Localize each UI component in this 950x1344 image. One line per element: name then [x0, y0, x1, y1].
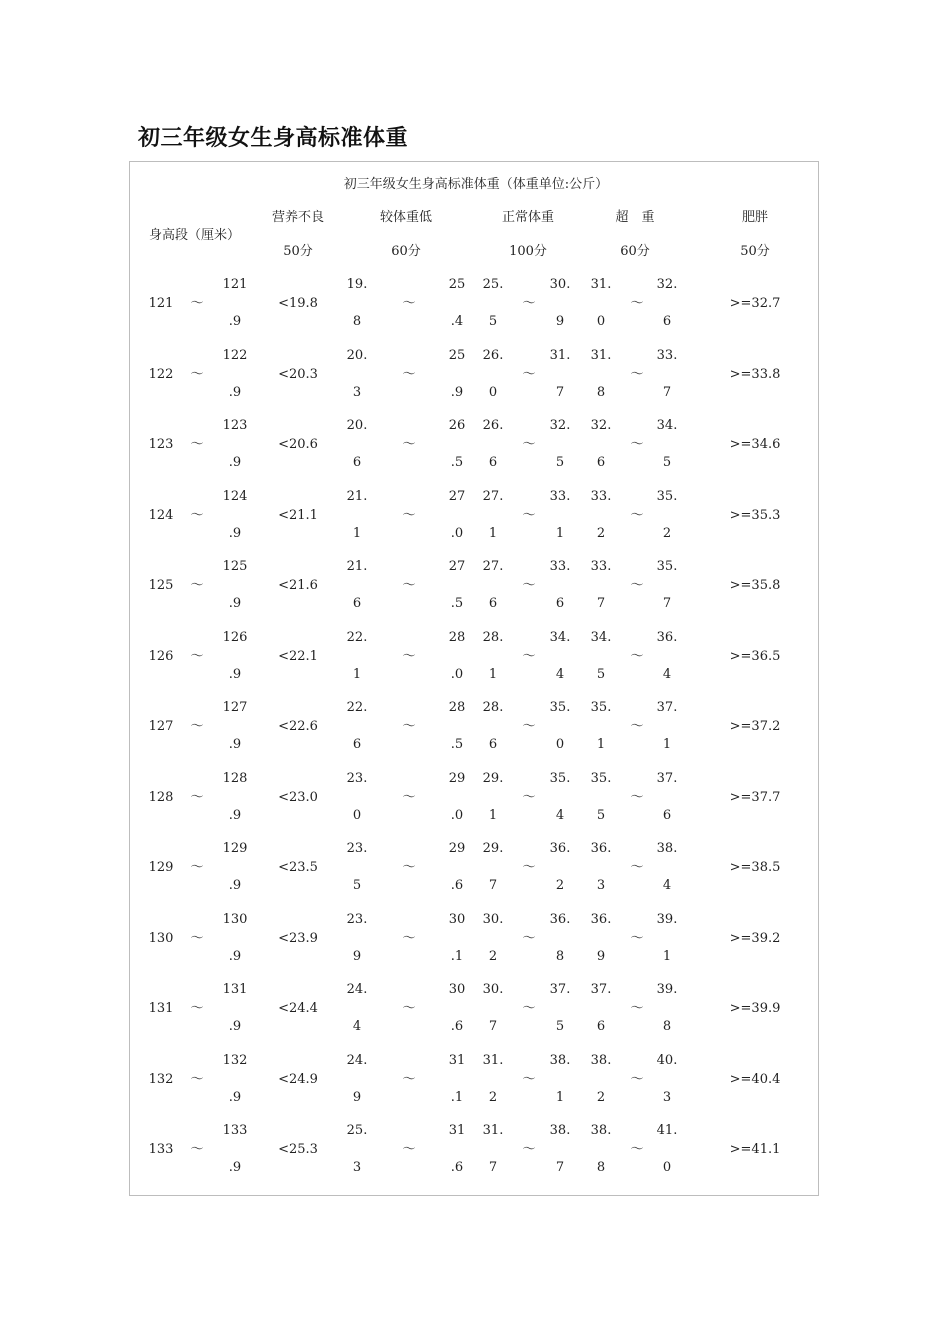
- obese-value: >=37.7: [729, 789, 781, 805]
- overweight-to-decimal: 1: [662, 948, 672, 964]
- malnutrition-value: <20.6: [278, 437, 318, 452]
- overweight-to-decimal: 4: [662, 666, 672, 682]
- range-tilde: ～: [522, 578, 536, 593]
- overweight-from-decimal: 3: [596, 878, 606, 893]
- low-weight-from-decimal: 5: [352, 878, 362, 893]
- overweight-from: 31.: [590, 347, 612, 363]
- overweight-from-decimal: 6: [596, 455, 606, 470]
- range-tilde: ～: [630, 789, 644, 805]
- normal-weight-from-decimal: 0: [488, 384, 498, 400]
- range-tilde: ～: [630, 860, 644, 875]
- column-header-label: 营养不良: [271, 210, 325, 225]
- normal-weight-to: 37.: [549, 982, 571, 997]
- low-weight-from: 21.: [346, 559, 368, 574]
- normal-weight-to-decimal: 0: [555, 737, 565, 752]
- obese-value: >=37.2: [729, 719, 781, 734]
- low-weight-from: 21.: [346, 488, 368, 504]
- overweight-from: 38.: [590, 1052, 612, 1068]
- height-to-decimal: .9: [228, 314, 242, 329]
- low-weight-to: 30: [448, 911, 466, 927]
- low-weight-to-decimal: .0: [450, 525, 464, 541]
- normal-weight-from-decimal: 7: [488, 878, 498, 893]
- height-to: 125: [222, 559, 248, 574]
- normal-weight-to-decimal: 5: [555, 1019, 565, 1034]
- height-to-decimal: .9: [228, 455, 242, 470]
- normal-weight-from: 31.: [482, 1052, 504, 1068]
- range-tilde: ～: [402, 578, 416, 593]
- low-weight-to: 27: [448, 488, 466, 504]
- low-weight-from: 23.: [346, 770, 368, 786]
- range-tilde: ～: [522, 437, 536, 452]
- low-weight-from: 22.: [346, 629, 368, 645]
- normal-weight-to: 34.: [549, 629, 571, 645]
- low-weight-from: 20.: [346, 418, 368, 433]
- overweight-to-decimal: 6: [662, 314, 672, 329]
- column-header-score: 60分: [391, 244, 421, 259]
- overweight-from: 37.: [590, 982, 612, 997]
- low-weight-to-decimal: .4: [450, 314, 464, 329]
- normal-weight-from: 26.: [482, 347, 504, 363]
- height-from: 122: [148, 366, 174, 382]
- range-tilde: ～: [522, 860, 536, 875]
- overweight-to: 38.: [656, 841, 678, 856]
- column-header-label: 肥胖: [741, 210, 769, 225]
- normal-weight-to: 33.: [549, 559, 571, 574]
- height-to-decimal: .9: [228, 384, 242, 400]
- low-weight-to: 29: [448, 770, 466, 786]
- obese-value: >=39.9: [729, 1001, 781, 1016]
- obese-value: >=34.6: [729, 437, 781, 452]
- overweight-to-decimal: 6: [662, 807, 672, 823]
- height-to-decimal: .9: [228, 1160, 242, 1175]
- overweight-from: 36.: [590, 911, 612, 927]
- range-tilde: ～: [522, 366, 536, 382]
- normal-weight-from: 27.: [482, 559, 504, 574]
- low-weight-to-decimal: .1: [450, 948, 464, 964]
- normal-weight-to-decimal: 2: [555, 878, 565, 893]
- height-from: 124: [148, 507, 174, 523]
- low-weight-to: 31: [448, 1052, 466, 1068]
- range-tilde: ～: [630, 1142, 644, 1157]
- range-tilde: ～: [190, 437, 204, 452]
- low-weight-from-decimal: 9: [352, 948, 362, 964]
- table-caption: 初三年级女生身高标准体重（体重单位:公斤）: [343, 177, 609, 192]
- low-weight-to-decimal: .5: [450, 737, 464, 752]
- height-column-header: 身高段（厘米）: [149, 228, 241, 243]
- overweight-from-decimal: 9: [596, 948, 606, 964]
- range-tilde: ～: [630, 296, 644, 311]
- overweight-from: 36.: [590, 841, 612, 856]
- overweight-from-decimal: 6: [596, 1019, 606, 1034]
- overweight-to-decimal: 3: [662, 1089, 672, 1105]
- low-weight-from-decimal: 6: [352, 596, 362, 611]
- height-to-decimal: .9: [228, 1089, 242, 1105]
- malnutrition-value: <23.9: [278, 930, 318, 946]
- normal-weight-to: 30.: [549, 277, 571, 292]
- normal-weight-to-decimal: 1: [555, 1089, 565, 1105]
- range-tilde: ～: [190, 296, 204, 311]
- low-weight-from-decimal: 4: [352, 1019, 362, 1034]
- range-tilde: ～: [402, 648, 416, 664]
- height-to: 129: [222, 841, 248, 856]
- low-weight-from: 22.: [346, 700, 368, 715]
- low-weight-to-decimal: .0: [450, 807, 464, 823]
- height-to: 122: [222, 347, 248, 363]
- malnutrition-value: <22.6: [278, 719, 318, 734]
- normal-weight-from-decimal: 7: [488, 1160, 498, 1175]
- malnutrition-value: <24.9: [278, 1071, 318, 1087]
- height-from: 121: [148, 296, 174, 311]
- range-tilde: ～: [630, 366, 644, 382]
- normal-weight-from-decimal: 1: [488, 525, 498, 541]
- range-tilde: ～: [402, 1001, 416, 1016]
- column-header-score: 100分: [509, 244, 547, 259]
- normal-weight-to: 32.: [549, 418, 571, 433]
- overweight-to: 35.: [656, 559, 678, 574]
- overweight-to-decimal: 8: [662, 1019, 672, 1034]
- normal-weight-to-decimal: 6: [555, 596, 565, 611]
- low-weight-to: 25: [448, 277, 466, 292]
- height-from: 128: [148, 789, 174, 805]
- low-weight-from: 23.: [346, 911, 368, 927]
- height-to-decimal: .9: [228, 666, 242, 682]
- range-tilde: ～: [402, 719, 416, 734]
- low-weight-to: 30: [448, 982, 466, 997]
- range-tilde: ～: [190, 648, 204, 664]
- overweight-to-decimal: 5: [662, 455, 672, 470]
- range-tilde: ～: [402, 789, 416, 805]
- obese-value: >=36.5: [729, 648, 781, 664]
- normal-weight-to-decimal: 7: [555, 1160, 565, 1175]
- overweight-from: 34.: [590, 629, 612, 645]
- height-to-decimal: .9: [228, 737, 242, 752]
- overweight-to: 39.: [656, 982, 678, 997]
- normal-weight-to-decimal: 9: [555, 314, 565, 329]
- normal-weight-from: 30.: [482, 911, 504, 927]
- range-tilde: ～: [522, 789, 536, 805]
- low-weight-from: 24.: [346, 1052, 368, 1068]
- normal-weight-from: 29.: [482, 841, 504, 856]
- low-weight-to-decimal: .5: [450, 596, 464, 611]
- overweight-to: 40.: [656, 1052, 678, 1068]
- normal-weight-to-decimal: 4: [555, 807, 565, 823]
- low-weight-to: 27: [448, 559, 466, 574]
- range-tilde: ～: [402, 930, 416, 946]
- low-weight-from-decimal: 0: [352, 807, 362, 823]
- overweight-to: 41.: [656, 1123, 678, 1138]
- normal-weight-from-decimal: 1: [488, 666, 498, 682]
- normal-weight-from: 30.: [482, 982, 504, 997]
- column-header-score: 50分: [740, 244, 770, 259]
- column-header-score: 50分: [283, 244, 313, 259]
- overweight-from-decimal: 0: [596, 314, 606, 329]
- low-weight-from: 19.: [346, 277, 368, 292]
- overweight-from: 33.: [590, 488, 612, 504]
- range-tilde: ～: [190, 789, 204, 805]
- overweight-to: 35.: [656, 488, 678, 504]
- obese-value: >=40.4: [729, 1071, 781, 1087]
- overweight-from: 32.: [590, 418, 612, 433]
- obese-value: >=38.5: [729, 860, 781, 875]
- overweight-to: 34.: [656, 418, 678, 433]
- normal-weight-to: 33.: [549, 488, 571, 504]
- obese-value: >=35.3: [729, 507, 781, 523]
- low-weight-from: 25.: [346, 1123, 368, 1138]
- overweight-from: 35.: [590, 770, 612, 786]
- height-from: 126: [148, 648, 174, 664]
- low-weight-to-decimal: .6: [450, 1160, 464, 1175]
- height-to: 131: [222, 982, 248, 997]
- height-from: 125: [148, 578, 174, 593]
- normal-weight-to: 36.: [549, 841, 571, 856]
- normal-weight-to: 38.: [549, 1052, 571, 1068]
- normal-weight-from-decimal: 1: [488, 807, 498, 823]
- normal-weight-from-decimal: 7: [488, 1019, 498, 1034]
- normal-weight-to: 35.: [549, 700, 571, 715]
- overweight-from: 38.: [590, 1123, 612, 1138]
- overweight-to-decimal: 7: [662, 596, 672, 611]
- normal-weight-from: 29.: [482, 770, 504, 786]
- range-tilde: ～: [402, 437, 416, 452]
- low-weight-from-decimal: 8: [352, 314, 362, 329]
- range-tilde: ～: [402, 1071, 416, 1087]
- overweight-from: 33.: [590, 559, 612, 574]
- normal-weight-from-decimal: 6: [488, 596, 498, 611]
- page-heading: 初三年级女生身高标准体重: [138, 126, 409, 151]
- height-to: 126: [222, 629, 248, 645]
- range-tilde: ～: [190, 719, 204, 734]
- range-tilde: ～: [190, 1001, 204, 1016]
- height-to: 130: [222, 911, 248, 927]
- malnutrition-value: <22.1: [278, 648, 318, 664]
- range-tilde: ～: [522, 507, 536, 523]
- height-from: 131: [148, 1001, 174, 1016]
- low-weight-from-decimal: 3: [352, 1160, 362, 1175]
- overweight-from-decimal: 7: [596, 596, 606, 611]
- normal-weight-to: 36.: [549, 911, 571, 927]
- overweight-to: 37.: [656, 700, 678, 715]
- normal-weight-from: 31.: [482, 1123, 504, 1138]
- range-tilde: ～: [522, 1001, 536, 1016]
- malnutrition-value: <19.8: [278, 296, 318, 311]
- low-weight-from-decimal: 6: [352, 455, 362, 470]
- low-weight-to: 26: [448, 418, 466, 433]
- height-to-decimal: .9: [228, 948, 242, 964]
- range-tilde: ～: [402, 507, 416, 523]
- range-tilde: ～: [190, 1142, 204, 1157]
- overweight-from-decimal: 8: [596, 1160, 606, 1175]
- normal-weight-to-decimal: 5: [555, 455, 565, 470]
- height-to: 124: [222, 488, 248, 504]
- low-weight-to-decimal: .6: [450, 1019, 464, 1034]
- overweight-from: 35.: [590, 700, 612, 715]
- column-header-label: 正常体重: [501, 210, 555, 225]
- range-tilde: ～: [630, 1001, 644, 1016]
- normal-weight-from: 25.: [482, 277, 504, 292]
- height-to: 127: [222, 700, 248, 715]
- low-weight-to-decimal: .9: [450, 384, 464, 400]
- normal-weight-to: 31.: [549, 347, 571, 363]
- normal-weight-from-decimal: 6: [488, 737, 498, 752]
- low-weight-to-decimal: .0: [450, 666, 464, 682]
- overweight-to: 32.: [656, 277, 678, 292]
- height-to: 133: [222, 1123, 248, 1138]
- low-weight-to-decimal: .1: [450, 1089, 464, 1105]
- overweight-to: 36.: [656, 629, 678, 645]
- low-weight-from: 20.: [346, 347, 368, 363]
- range-tilde: ～: [522, 1071, 536, 1087]
- overweight-to-decimal: 7: [662, 384, 672, 400]
- height-to-decimal: .9: [228, 878, 242, 893]
- low-weight-to: 29: [448, 841, 466, 856]
- range-tilde: ～: [630, 648, 644, 664]
- range-tilde: ～: [402, 366, 416, 382]
- overweight-from-decimal: 8: [596, 384, 606, 400]
- range-tilde: ～: [190, 366, 204, 382]
- malnutrition-value: <23.5: [278, 860, 318, 875]
- normal-weight-to-decimal: 7: [555, 384, 565, 400]
- overweight-to: 39.: [656, 911, 678, 927]
- overweight-to-decimal: 1: [662, 737, 672, 752]
- height-from: 127: [148, 719, 174, 734]
- normal-weight-to: 35.: [549, 770, 571, 786]
- low-weight-from-decimal: 6: [352, 737, 362, 752]
- height-to-decimal: .9: [228, 1019, 242, 1034]
- height-from: 132: [148, 1071, 174, 1087]
- low-weight-from-decimal: 3: [352, 384, 362, 400]
- height-to: 128: [222, 770, 248, 786]
- range-tilde: ～: [190, 507, 204, 523]
- height-from: 123: [148, 437, 174, 452]
- normal-weight-from-decimal: 6: [488, 455, 498, 470]
- height-to: 132: [222, 1052, 248, 1068]
- range-tilde: ～: [522, 930, 536, 946]
- normal-weight-from: 27.: [482, 488, 504, 504]
- low-weight-from-decimal: 9: [352, 1089, 362, 1105]
- overweight-from-decimal: 2: [596, 525, 606, 541]
- normal-weight-to-decimal: 4: [555, 666, 565, 682]
- range-tilde: ～: [402, 296, 416, 311]
- obese-value: >=39.2: [729, 930, 781, 946]
- column-header-score: 60分: [620, 244, 650, 259]
- range-tilde: ～: [630, 507, 644, 523]
- low-weight-from-decimal: 1: [352, 666, 362, 682]
- low-weight-from: 23.: [346, 841, 368, 856]
- low-weight-to-decimal: .5: [450, 455, 464, 470]
- overweight-from: 31.: [590, 277, 612, 292]
- obese-value: >=32.7: [729, 296, 781, 311]
- low-weight-to-decimal: .6: [450, 878, 464, 893]
- overweight-to-decimal: 0: [662, 1160, 672, 1175]
- malnutrition-value: <20.3: [278, 366, 318, 382]
- normal-weight-from-decimal: 2: [488, 1089, 498, 1105]
- malnutrition-value: <24.4: [278, 1001, 318, 1016]
- malnutrition-value: <21.1: [278, 507, 318, 523]
- height-to-decimal: .9: [228, 807, 242, 823]
- overweight-from-decimal: 2: [596, 1089, 606, 1105]
- range-tilde: ～: [630, 719, 644, 734]
- range-tilde: ～: [630, 930, 644, 946]
- range-tilde: ～: [522, 1142, 536, 1157]
- normal-weight-from: 28.: [482, 700, 504, 715]
- height-to-decimal: .9: [228, 596, 242, 611]
- low-weight-to: 25: [448, 347, 466, 363]
- normal-weight-to: 38.: [549, 1123, 571, 1138]
- low-weight-to: 31: [448, 1123, 466, 1138]
- range-tilde: ～: [190, 930, 204, 946]
- range-tilde: ～: [522, 648, 536, 664]
- normal-weight-to-decimal: 8: [555, 948, 565, 964]
- overweight-to: 37.: [656, 770, 678, 786]
- weight-standard-table: [129, 161, 819, 1196]
- range-tilde: ～: [402, 860, 416, 875]
- height-from: 129: [148, 860, 174, 875]
- height-to-decimal: .9: [228, 525, 242, 541]
- obese-value: >=33.8: [729, 366, 781, 382]
- normal-weight-from: 28.: [482, 629, 504, 645]
- height-to: 121: [222, 277, 248, 292]
- obese-value: >=35.8: [729, 578, 781, 593]
- overweight-from-decimal: 1: [596, 737, 606, 752]
- overweight-to: 33.: [656, 347, 678, 363]
- normal-weight-from: 26.: [482, 418, 504, 433]
- malnutrition-value: <25.3: [278, 1142, 318, 1157]
- normal-weight-to-decimal: 1: [555, 525, 565, 541]
- obese-value: >=41.1: [729, 1142, 781, 1157]
- range-tilde: ～: [190, 1071, 204, 1087]
- low-weight-to: 28: [448, 700, 466, 715]
- height-to: 123: [222, 418, 248, 433]
- malnutrition-value: <23.0: [278, 789, 318, 805]
- column-header-label: 超 重: [615, 210, 655, 225]
- range-tilde: ～: [630, 437, 644, 452]
- overweight-to-decimal: 4: [662, 878, 672, 893]
- range-tilde: ～: [630, 1071, 644, 1087]
- column-header-label: 较体重低: [379, 210, 433, 225]
- overweight-to-decimal: 2: [662, 525, 672, 541]
- range-tilde: ～: [522, 719, 536, 734]
- malnutrition-value: <21.6: [278, 578, 318, 593]
- overweight-from-decimal: 5: [596, 666, 606, 682]
- normal-weight-from-decimal: 2: [488, 948, 498, 964]
- range-tilde: ～: [190, 578, 204, 593]
- range-tilde: ～: [402, 1142, 416, 1157]
- low-weight-to: 28: [448, 629, 466, 645]
- range-tilde: ～: [190, 860, 204, 875]
- range-tilde: ～: [630, 578, 644, 593]
- normal-weight-from-decimal: 5: [488, 314, 498, 329]
- height-from: 133: [148, 1142, 174, 1157]
- low-weight-from-decimal: 1: [352, 525, 362, 541]
- overweight-from-decimal: 5: [596, 807, 606, 823]
- range-tilde: ～: [522, 296, 536, 311]
- low-weight-from: 24.: [346, 982, 368, 997]
- height-from: 130: [148, 930, 174, 946]
